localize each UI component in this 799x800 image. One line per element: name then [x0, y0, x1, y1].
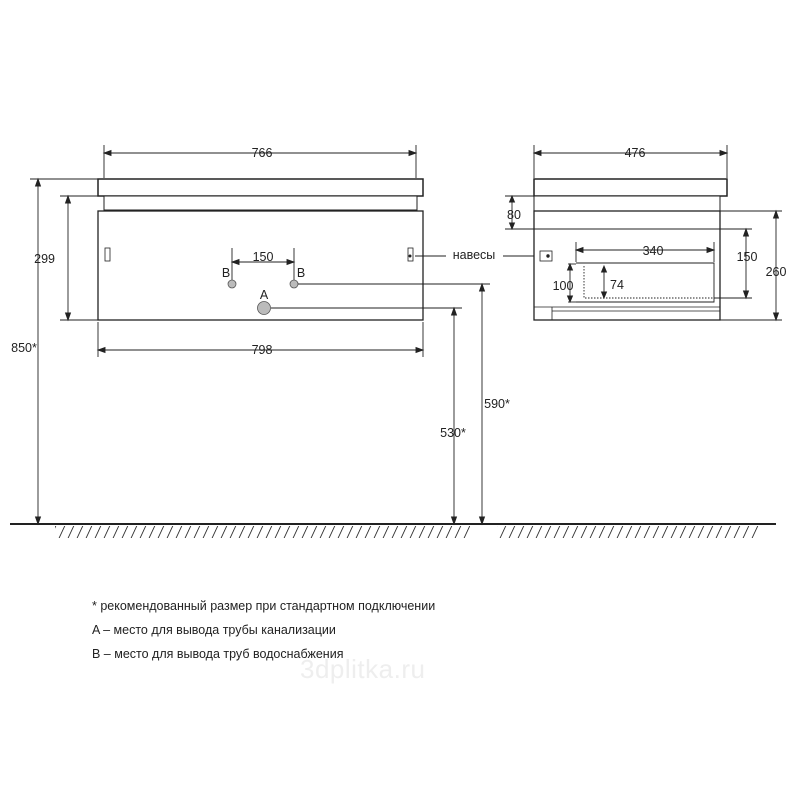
hinges-label: навесы [452, 248, 496, 262]
front-countertop-lower [104, 196, 417, 210]
water-pipe-left-icon [228, 280, 236, 288]
note-recommended: * рекомендованный размер при стандартном подключении [92, 599, 436, 613]
dimension-260-label: 260 [765, 265, 787, 279]
floor [10, 524, 776, 538]
drain-pipe-icon [258, 302, 271, 315]
dimension-100-label: 100 [552, 279, 574, 293]
side-top-band [534, 196, 720, 211]
dimension-766-label: 766 [251, 146, 273, 160]
dimension-850 [30, 179, 98, 524]
dimension-340-label: 340 [642, 244, 664, 258]
dimension-798-label: 798 [251, 343, 273, 357]
dimension-850-label: 850* [11, 341, 37, 355]
drain-pipe-label: A [259, 288, 269, 302]
dimension-530-label: 530* [440, 426, 466, 440]
side-cabinet-body [534, 211, 720, 320]
front-countertop [98, 179, 423, 196]
dimension-pipe-spacing-label: 150 [252, 250, 274, 264]
dimension-299-label: 299 [34, 252, 55, 266]
side-view [534, 179, 727, 320]
dimension-150-side-label: 150 [736, 250, 758, 264]
note-b: B – место для вывода труб водоснабжения [92, 647, 344, 661]
water-pipe-right-label: B [296, 266, 306, 280]
side-countertop [534, 179, 727, 196]
note-a: A – место для вывода трубы канализации [92, 623, 336, 637]
dimension-530 [452, 308, 457, 524]
dimension-476-label: 476 [624, 146, 646, 160]
dimension-590-label: 590* [484, 397, 510, 411]
dimension-80-label: 80 [507, 208, 521, 222]
watermark: 3dplitka.ru [300, 654, 426, 684]
water-pipe-left-label: B [221, 266, 231, 280]
water-pipe-right-icon [290, 280, 298, 288]
dimension-74-label: 74 [610, 278, 624, 292]
